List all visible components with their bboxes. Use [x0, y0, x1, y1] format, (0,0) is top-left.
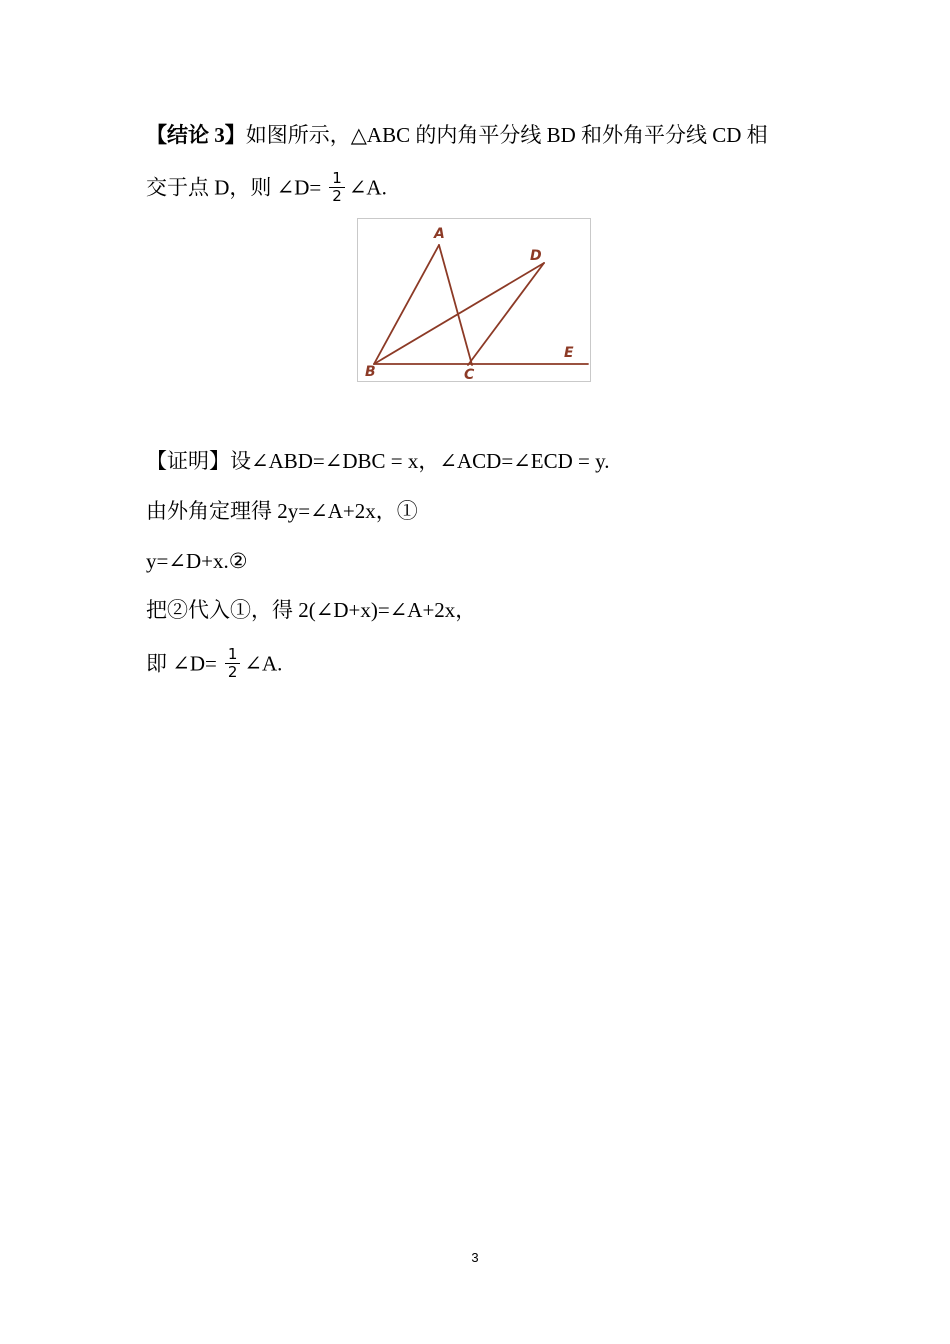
proof-line-5-prefix: 即 ∠D= — [146, 651, 217, 676]
proof-line-4 — [146, 597, 476, 623]
proof-line-5 — [146, 645, 283, 683]
proof-line-2 — [146, 498, 418, 524]
proof-heading: 【证明】 — [146, 449, 230, 473]
half-fraction-proof — [225, 646, 241, 681]
segment-BD — [374, 263, 544, 364]
half-fraction — [329, 170, 345, 205]
conclusion-text: 如图所示，△ABC 的内角平分线 BD 和外角平分线 CD 相 — [245, 123, 768, 147]
segment-BA — [374, 245, 439, 364]
label-B: B — [365, 364, 376, 380]
proof-line-3-text: y=∠D+x.② — [146, 549, 248, 573]
label-A: A — [434, 226, 445, 242]
label-C: C — [464, 367, 475, 381]
triangle-diagram — [358, 219, 590, 381]
conclusion-tag: 结论 3 — [167, 123, 225, 147]
proof-line-4-text: 把②代入①，得 2(∠D+x)=∠A+2x， — [146, 598, 477, 622]
conclusion-bracket-close: 】 — [224, 123, 246, 147]
conclusion-line-2-prefix: 交于点 D，则 ∠D= — [146, 175, 322, 200]
conclusion-line-2 — [146, 169, 387, 207]
label-E: E — [564, 345, 574, 361]
page-number: 3 — [471, 1250, 479, 1265]
fraction-denominator: 2 — [332, 187, 342, 205]
conclusion-line-2-suffix: ∠A. — [348, 175, 387, 200]
proof-line-1-text: 设∠ABD=∠DBC = x，∠ACD=∠ECD = y. — [230, 449, 610, 473]
proof-line-1 — [146, 448, 610, 474]
fraction-denominator: 2 — [227, 663, 238, 681]
conclusion-line-1 — [146, 122, 768, 148]
fraction-numerator: 1 — [329, 170, 345, 188]
proof-line-3 — [146, 548, 248, 574]
fraction-numerator: 1 — [225, 646, 241, 664]
segment-CD — [468, 263, 544, 365]
label-D: D — [530, 248, 542, 264]
proof-line-5-suffix: ∠A. — [244, 651, 283, 676]
triangle-figure — [357, 218, 591, 382]
segment-AC — [439, 245, 472, 365]
conclusion-bracket-open: 【 — [146, 123, 167, 147]
proof-line-2-text: 由外角定理得 2y=∠A+2x，① — [146, 499, 418, 523]
